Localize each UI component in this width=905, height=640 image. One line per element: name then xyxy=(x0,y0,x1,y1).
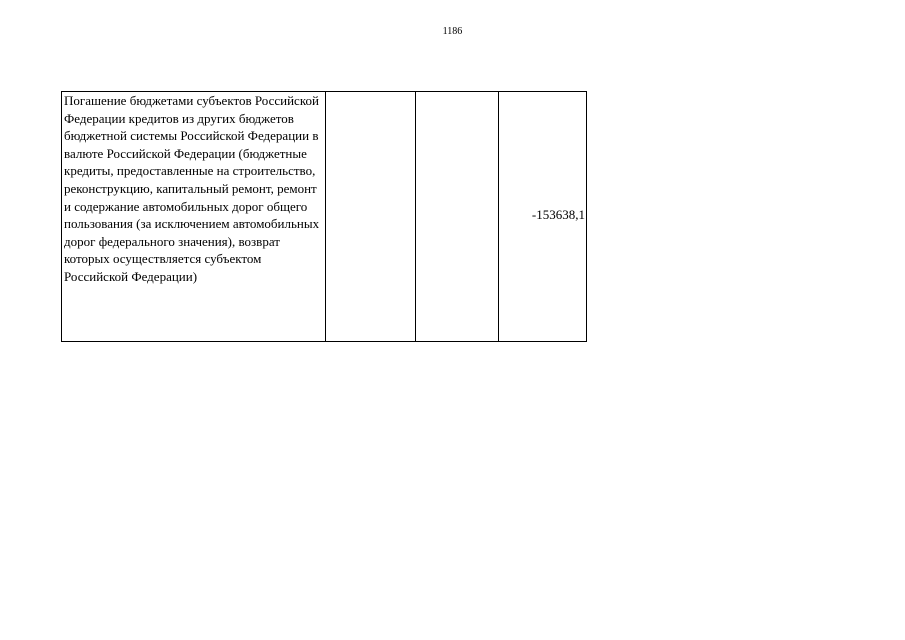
value-cell xyxy=(499,92,587,342)
empty-cell-col2 xyxy=(326,92,416,342)
row-description-cell: Погашение бюджетами субъектов Российской Федерации кредитов из других бюджетов бюджетной системы Российской Федерации в валюте Российской Федерации (бюджетные кредиты, предоставленные на строительство, реконструкцию, капитальный ремонт, ремонт и содержание автомобильных дорог общего пользования (за исключением автомобильных дорог федерального значения), возврат которых осуществляется субъектом Российской Федерации) xyxy=(62,92,326,342)
table-row xyxy=(62,92,587,342)
empty-cell-col3 xyxy=(416,92,499,342)
page-number: 1186 xyxy=(442,26,463,37)
row-value: -153638,1 xyxy=(531,207,585,222)
budget-table xyxy=(61,91,587,342)
